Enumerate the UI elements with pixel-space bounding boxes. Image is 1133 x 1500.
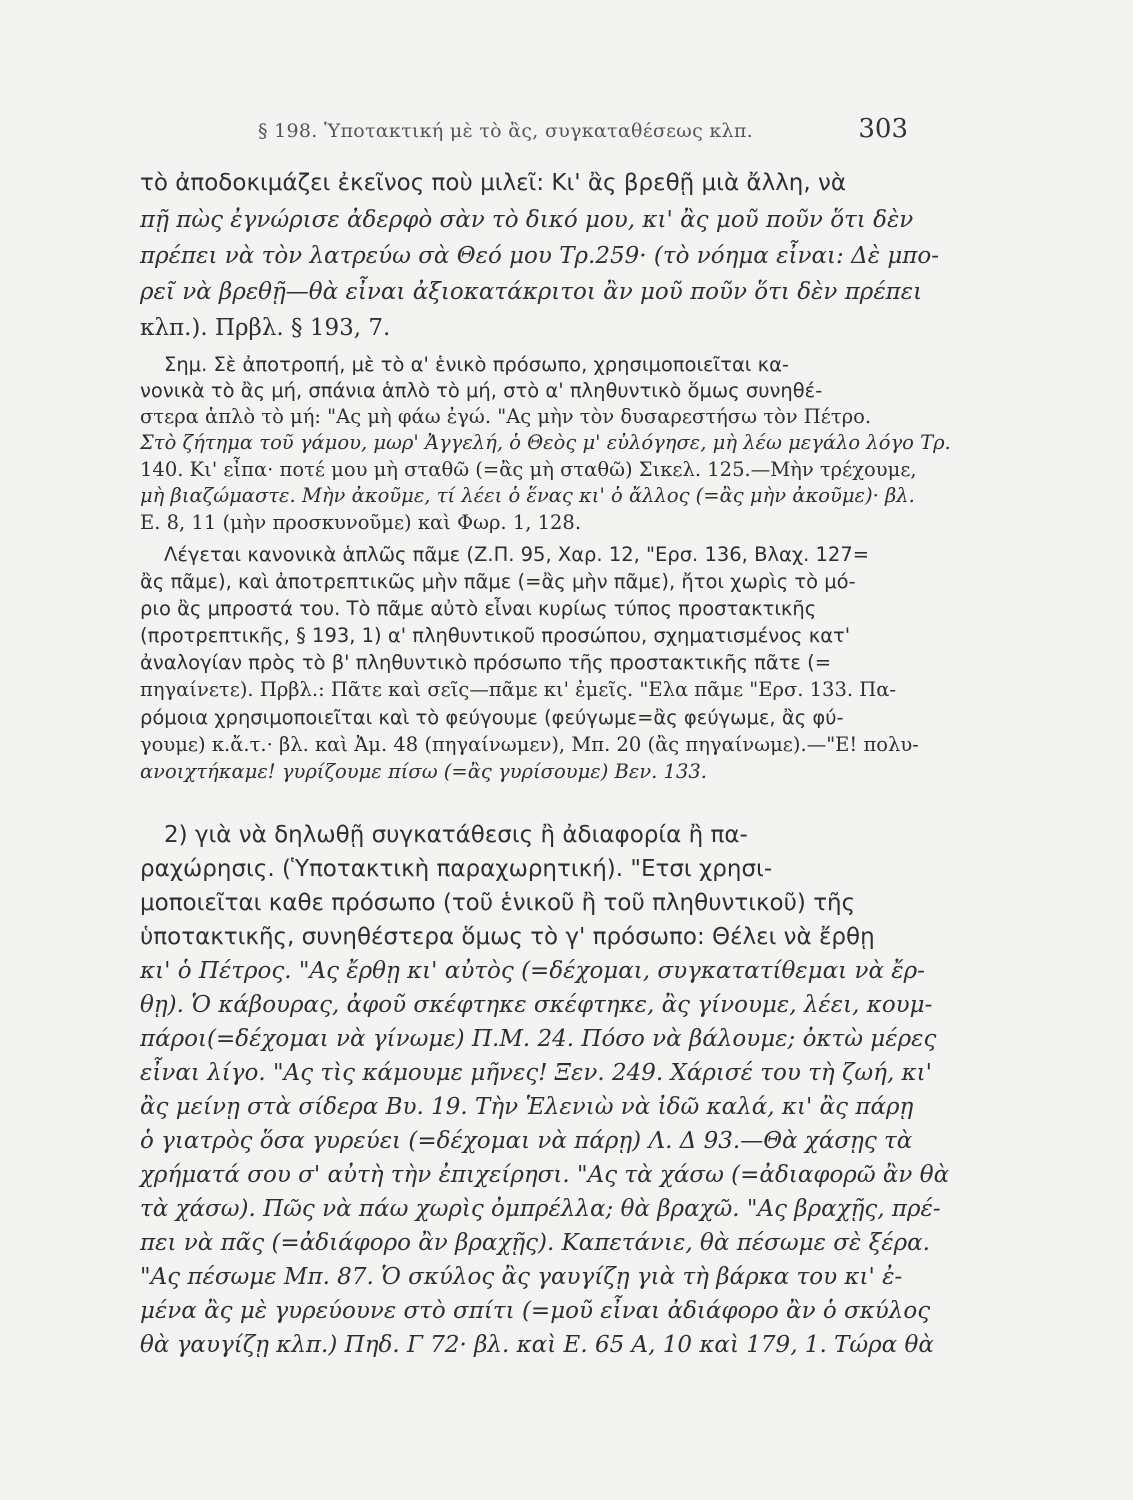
text-line: τὰ χάσω). Πῶς νὰ πάω χωρὶς ὀμπρέλλα; θὰ βραχῶ. "Ας βραχῇς, πρέ- — [140, 1196, 941, 1222]
note-line: (προτρεπτικῆς, § 193, 1) α' πληθυντικοῦ προσώπου, σχηματισμένος κατ' — [140, 624, 851, 647]
text-line: πάροι(=δέχομαι νὰ γίνωμε) Π.Μ. 24. Πόσο νὰ βάλουμε; ὀκτὼ μέρες — [140, 1026, 937, 1052]
text-line: κλπ.). Πρβλ. § 193, 7. — [140, 315, 391, 341]
text-line: τὸ ἀποδοκιμάζει ἐκεῖνος ποὺ μιλεῖ: Κι' ἂς βρεθῇ μιὰ ἄλλη, νὰ — [140, 170, 847, 196]
text-line: ἂς μείνῃ στὰ σίδερα Βυ. 19. Τὴν Ἑλενιὼ νὰ ἰδῶ καλά, κι' ἂς πάρῃ — [140, 1094, 914, 1120]
text-line: ρεῖ νὰ βρεθῇ—θὰ εἶναι ἀξιοκατάκριτοι ἂν μοῦ ποῦν ὅτι δὲν πρέπει — [140, 279, 923, 305]
text-line: πει νὰ πᾶς (=ἀδιάφορο ἂν βραχῇς). Καπετάνιε, θὰ πέσωμε σὲ ξέρα. — [140, 1230, 930, 1256]
note-line: Λέγεται κανονικὰ ἁπλῶς πᾶμε (Ζ.Π. 95, Χαρ. 12, "Ερσ. 136, Βλαχ. 127= — [164, 543, 870, 566]
note-line: νονικὰ τὸ ἂς μή, σπάνια ἁπλὸ τὸ μή, στὸ α' πληθυντικὸ ὅμως συνηθέ- — [140, 379, 823, 402]
note-line: 140. Κι' εἶπα· ποτέ μου μὴ σταθῶ (=ἂς μὴ σταθῶ) Σικελ. 125.—Μὴν τρέχουμε, — [140, 458, 917, 481]
note-line: μὴ βιαζώμαστε. Μὴν ἀκοῦμε, τί λέει ὁ ἕνας κι' ὁ ἄλλος (=ἂς μὴν ἀκοῦμε)· βλ. — [140, 484, 915, 507]
note-line: ρόμοια χρησιμοποιεῖται καὶ τὸ φεύγουμε (φεύγωμε=ἂς φεύγωμε, ἂς φύ- — [140, 706, 844, 729]
text-line: ὑποτακτικῆς, συνηθέστερα ὅμως τὸ γ' πρόσωπο: Θέλει νὰ ἔρθῃ — [140, 924, 875, 950]
note-line: Στὸ ζήτημα τοῦ γάμου, μωρ' Ἀγγελή, ὁ Θεὸς μ' εὐλόγησε, μὴ λέω μεγάλο λόγο Τρ. — [140, 431, 951, 454]
text-line: εἶναι λίγο. "Ας τὶς κάμουμε μῆνες! Ξεν. 249. Χάρισέ του τὴ ζωή, κι' — [140, 1060, 932, 1086]
text-line: μένα ἂς μὲ γυρεύουνε στὸ σπίτι (=μοῦ εἶναι ἀδιάφορο ἂν ὁ σκύλος — [140, 1298, 931, 1324]
note-line: Σημ. Σὲ ἀποτροπή, μὲ τὸ α' ἑνικὸ πρόσωπο, χρησιμοποιεῖται κα- — [164, 353, 789, 376]
note-line: γουμε) κ.ἄ.τ.· βλ. καὶ Ἀμ. 48 (πηγαίνωμεν), Μπ. 20 (ἂς πηγαίνωμε).—"Ε! πολυ- — [140, 733, 919, 756]
text-line: θῃ). Ὁ κάβουρας, ἀφοῦ σκέφτηκε σκέφτηκε, ἂς γίνουμε, λέει, κουμ- — [140, 992, 933, 1018]
text-line: κι' ὁ Πέτρος. "Ας ἔρθῃ κι' αὐτὸς (=δέχομαι, συγκατατίθεμαι νὰ ἔρ- — [140, 958, 925, 984]
note-line: Ε. 8, 11 (μὴν προσκυνοῦμε) καὶ Φωρ. 1, 128. — [140, 511, 582, 534]
page-number: 303 — [858, 114, 908, 144]
text-line: θὰ γαυγίζῃ κλπ.) Πηδ. Γ 72· βλ. καὶ Ε. 65 Α, 10 καὶ 179, 1. Τώρα θὰ — [140, 1332, 934, 1358]
text-line: πῇ πὼς ἐγνώρισε ἀδερφὸ σὰν τὸ δικό μου, κι' ἂς μοῦ ποῦν ὅτι δὲν — [140, 207, 914, 233]
text-line: ὁ γιατρὸς ὅσα γυρεύει (=δέχομαι νὰ πάρῃ) Λ. Δ 93.—Θὰ χάσῃς τὰ — [140, 1128, 913, 1154]
text-line: ραχώρησις. (Ὑποτακτικὴ παραχωρητική). "Ετσι χρησι- — [140, 856, 773, 882]
note-line: ριο ἂς μπροστά του. Τὸ πᾶμε αὐτὸ εἶναι κυρίως τύπος προστακτικῆς — [140, 597, 817, 620]
note-line: πηγαίνετε). Πρβλ.: Πᾶτε καὶ σεῖς—πᾶμε κι' ἐμεῖς. "Ελα πᾶμε "Ερσ. 133. Πα- — [140, 678, 897, 701]
text-line: 2) γιὰ νὰ δηλωθῇ συγκατάθεσις ἢ ἀδιαφορία ἢ πα- — [164, 822, 748, 848]
note-line: ἂς πᾶμε), καὶ ἀποτρεπτικῶς μὴν πᾶμε (=ἂς μὴν πᾶμε), ἤτοι χωρὶς τὸ μό- — [140, 570, 856, 593]
note-line: στερα ἁπλὸ τὸ μή: "Ας μὴ φάω ἐγώ. "Ας μὴν τὸν δυσαρεστήσω τὸν Πέτρο. — [140, 405, 872, 428]
text-line: "Ας πέσωμε Μπ. 87. Ὁ σκύλος ἂς γαυγίζῃ γιὰ τὴ βάρκα του κι' ἐ- — [140, 1264, 903, 1290]
text-line: μοποιεῖται καθε πρόσωπο (τοῦ ἑνικοῦ ἢ τοῦ πληθυντικοῦ) τῆς — [140, 890, 856, 916]
note-line: ἀναλογίαν πρὸς τὸ β' πληθυντικὸ πρόσωπο τῆς προστακτικῆς πᾶτε (= — [140, 651, 832, 674]
text-line: χρήματά σου σ' αὐτὴ τὴν ἐπιχείρησι. "Ας τὰ χάσω (=ἀδιαφορῶ ἂν θὰ — [140, 1162, 950, 1188]
note-line: ανοιχτήκαμε! γυρίζουμε πίσω (=ἂς γυρίσουμε) Βεν. 133. — [140, 760, 707, 783]
text-line: πρέπει νὰ τὸν λατρεύω σὰ Θεό μου Τρ.259· (τὸ νόημα εἶναι: Δὲ μπο- — [140, 243, 940, 269]
running-header — [258, 114, 908, 144]
running-title: § 198. Ὑποτακτική μὲ τὸ ἂς, συγκαταθέσεως κλπ. — [258, 120, 754, 142]
